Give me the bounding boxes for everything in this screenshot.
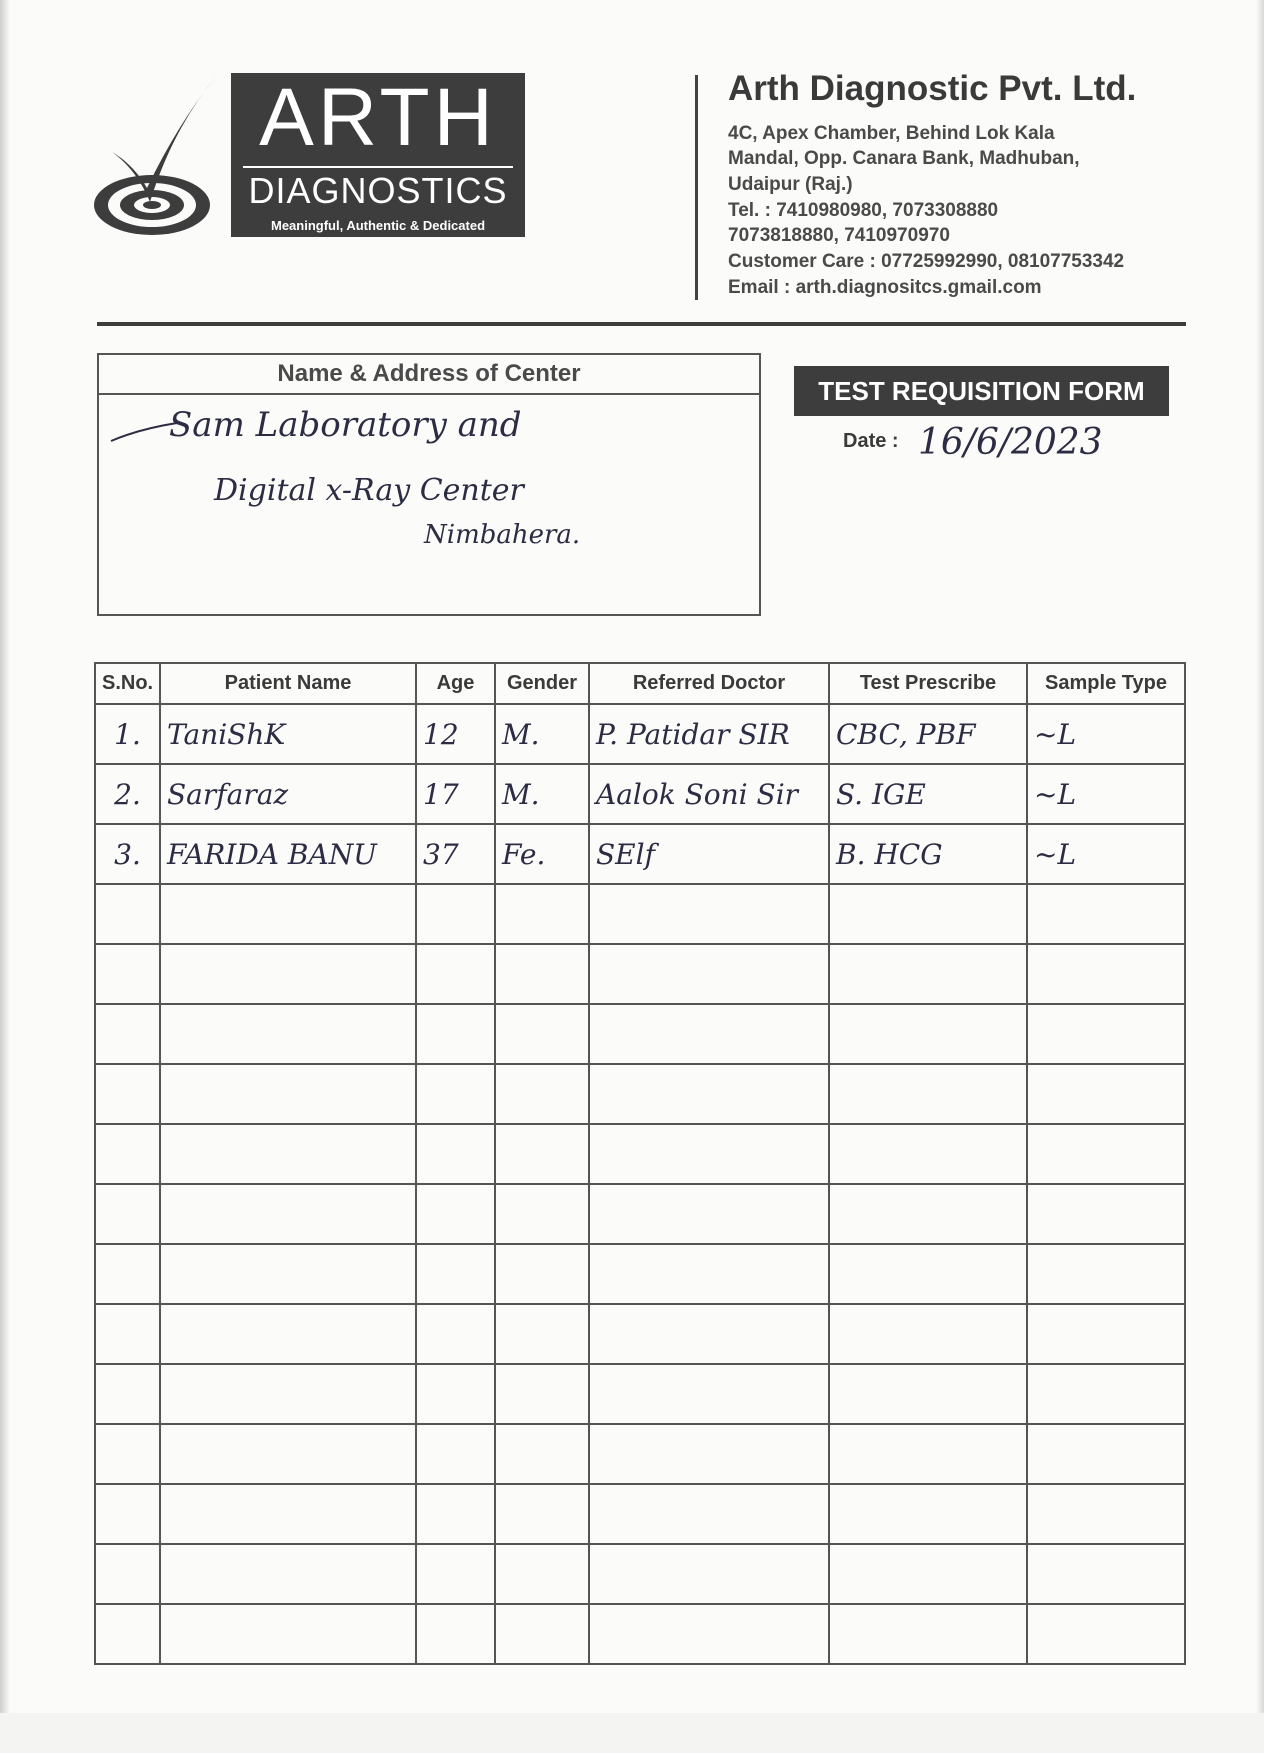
cell-test-prescribe (829, 944, 1027, 1004)
cell-referred-doctor: SElf (589, 824, 829, 884)
phone-line: 7073818880, 7410970970 (728, 225, 950, 247)
cell-gender (495, 1484, 589, 1544)
cell-referred-doctor (589, 1064, 829, 1124)
table-row (95, 824, 1185, 884)
cell-sample-type (1027, 884, 1185, 944)
cell-patient-name (160, 1064, 416, 1124)
cell-sno (95, 1184, 160, 1244)
cell-test-prescribe (829, 1364, 1027, 1424)
cell-test-prescribe: S. IGE (829, 764, 1027, 824)
address-line: Mandal, Opp. Canara Bank, Madhuban, (728, 148, 1080, 170)
cell-age (416, 1424, 495, 1484)
cell-gender (495, 1064, 589, 1124)
header-divider (695, 75, 698, 300)
cell-gender (495, 1124, 589, 1184)
cell-patient-name (160, 1424, 416, 1484)
cell-patient-name (160, 1244, 416, 1304)
cell-sample-type (1027, 1184, 1185, 1244)
center-heading: Name & Address of Center (99, 355, 759, 395)
table-row (95, 1424, 1185, 1484)
col-header-sno: S.No. (95, 663, 160, 704)
cell-sno (95, 1484, 160, 1544)
cell-age (416, 1364, 495, 1424)
cell-gender: M. (495, 704, 589, 764)
col-header-sample-type: Sample Type (1027, 663, 1185, 704)
page-edge (0, 0, 10, 1753)
table-row (95, 1484, 1185, 1544)
table-row (95, 1364, 1185, 1424)
cell-sample-type: ~L (1027, 764, 1185, 824)
table-row (95, 1244, 1185, 1304)
cell-age: 12 (416, 704, 495, 764)
cell-sample-type (1027, 1004, 1185, 1064)
cell-patient-name (160, 1484, 416, 1544)
cell-patient-name: FARIDA BANU (160, 824, 416, 884)
cell-referred-doctor (589, 1304, 829, 1364)
center-city-line: Nimbahera. (424, 520, 581, 550)
cell-test-prescribe (829, 1124, 1027, 1184)
cell-referred-doctor: Aalok Soni Sir (589, 764, 829, 824)
cell-patient-name (160, 1604, 416, 1664)
col-header-age: Age (416, 663, 495, 704)
cell-age (416, 1064, 495, 1124)
cell-sample-type (1027, 1124, 1185, 1184)
cell-sno: 1. (95, 704, 160, 764)
col-header-patient-name: Patient Name (160, 663, 416, 704)
table-row (95, 944, 1185, 1004)
cell-age (416, 944, 495, 1004)
cell-sample-type: ~L (1027, 704, 1185, 764)
cell-sample-type (1027, 1304, 1185, 1364)
table-row (95, 704, 1185, 764)
email-line: Email : arth.diagnositcs.gmail.com (728, 276, 1042, 298)
cell-patient-name (160, 1124, 416, 1184)
col-header-gender: Gender (495, 663, 589, 704)
cell-gender (495, 1604, 589, 1664)
center-name-line: Digital x-Ray Center (214, 473, 524, 508)
cell-test-prescribe (829, 1184, 1027, 1244)
cell-test-prescribe (829, 1544, 1027, 1604)
cell-patient-name (160, 884, 416, 944)
cell-gender (495, 884, 589, 944)
address-line: Udaipur (Raj.) (728, 173, 853, 195)
cell-sno (95, 944, 160, 1004)
cell-gender (495, 1544, 589, 1604)
cell-sno: 2. (95, 764, 160, 824)
cell-test-prescribe (829, 884, 1027, 944)
cell-gender (495, 1424, 589, 1484)
cell-age (416, 884, 495, 944)
company-logo (231, 73, 525, 237)
cell-sno (95, 1244, 160, 1304)
cell-test-prescribe (829, 1064, 1027, 1124)
cell-sno: 3. (95, 824, 160, 884)
cell-age (416, 1184, 495, 1244)
cell-sno (95, 1604, 160, 1664)
cell-referred-doctor (589, 1424, 829, 1484)
cell-gender (495, 1184, 589, 1244)
cell-sample-type (1027, 944, 1185, 1004)
header-rule (97, 322, 1186, 326)
cell-gender: Fe. (495, 824, 589, 884)
date-label: Date : (843, 430, 899, 452)
cell-patient-name (160, 1304, 416, 1364)
cell-test-prescribe (829, 1484, 1027, 1544)
cell-referred-doctor (589, 1484, 829, 1544)
cell-patient-name (160, 1364, 416, 1424)
cell-gender (495, 1004, 589, 1064)
cell-sno (95, 1124, 160, 1184)
cell-sample-type (1027, 1484, 1185, 1544)
cell-referred-doctor (589, 1184, 829, 1244)
cell-gender (495, 1304, 589, 1364)
logo-subword: DIAGNOSTICS (248, 170, 508, 211)
cell-gender: M. (495, 764, 589, 824)
cell-sample-type (1027, 1604, 1185, 1664)
cell-test-prescribe (829, 1004, 1027, 1064)
cell-sno (95, 1004, 160, 1064)
cell-sno (95, 1544, 160, 1604)
cell-patient-name (160, 1004, 416, 1064)
cell-age (416, 1604, 495, 1664)
cell-sno (95, 1424, 160, 1484)
cell-sample-type (1027, 1424, 1185, 1484)
cell-age: 37 (416, 824, 495, 884)
requisition-table (94, 662, 1186, 1665)
logo-wordmark: ARTH (259, 72, 497, 163)
phone-line: Tel. : 7410980980, 7073308880 (728, 199, 999, 221)
table-row (95, 884, 1185, 944)
table-row (95, 1124, 1185, 1184)
table-row (95, 1544, 1185, 1604)
date-value: 16/6/2023 (918, 422, 1103, 463)
cell-referred-doctor (589, 1544, 829, 1604)
cell-sno (95, 1364, 160, 1424)
table-row (95, 1604, 1185, 1664)
cell-referred-doctor: P. Patidar SIR (589, 704, 829, 764)
cell-referred-doctor (589, 884, 829, 944)
cell-test-prescribe: B. HCG (829, 824, 1027, 884)
cell-patient-name (160, 944, 416, 1004)
cell-test-prescribe (829, 1604, 1027, 1664)
logo-tagline: Meaningful, Authentic & Dedicated (270, 218, 486, 233)
address-line: 4C, Apex Chamber, Behind Lok Kala (728, 122, 1055, 144)
cell-age (416, 1304, 495, 1364)
cell-referred-doctor (589, 944, 829, 1004)
cell-gender (495, 1364, 589, 1424)
cell-gender (495, 944, 589, 1004)
cell-test-prescribe (829, 1304, 1027, 1364)
cell-sno (95, 1304, 160, 1364)
cell-test-prescribe: CBC, PBF (829, 704, 1027, 764)
cell-patient-name (160, 1544, 416, 1604)
company-details (728, 70, 1248, 300)
cell-age (416, 1484, 495, 1544)
cell-age: 17 (416, 764, 495, 824)
table-row (95, 1064, 1185, 1124)
form-title: TEST REQUISITION FORM (794, 366, 1169, 416)
page-edge (1256, 0, 1264, 1753)
cell-test-prescribe (829, 1244, 1027, 1304)
cell-referred-doctor (589, 1604, 829, 1664)
table-row (95, 1304, 1185, 1364)
center-name-line: Sam Laboratory and (169, 405, 522, 445)
cell-sample-type (1027, 1244, 1185, 1304)
cell-patient-name (160, 1184, 416, 1244)
customer-care-line: Customer Care : 07725992990, 08107753342 (728, 251, 1125, 273)
cell-age (416, 1544, 495, 1604)
cell-sno (95, 884, 160, 944)
cell-patient-name: Sarfaraz (160, 764, 416, 824)
table-row (95, 764, 1185, 824)
cell-age (416, 1124, 495, 1184)
cell-sample-type (1027, 1544, 1185, 1604)
target-check-logo-icon (92, 70, 222, 240)
company-name: Arth Diagnostic Pvt. Ltd. (728, 69, 1137, 108)
cell-sample-type: ~L (1027, 824, 1185, 884)
cell-referred-doctor (589, 1244, 829, 1304)
cell-sample-type (1027, 1364, 1185, 1424)
center-address-box (97, 353, 761, 616)
table-header-row (95, 663, 1185, 704)
col-header-referred-doctor: Referred Doctor (589, 663, 829, 704)
cell-gender (495, 1244, 589, 1304)
page-bottom-edge (0, 1713, 1264, 1753)
table-row (95, 1004, 1185, 1064)
logo-rule (243, 166, 513, 168)
cell-referred-doctor (589, 1364, 829, 1424)
cell-patient-name: TaniShK (160, 704, 416, 764)
cell-age (416, 1244, 495, 1304)
cell-referred-doctor (589, 1004, 829, 1064)
table-row (95, 1184, 1185, 1244)
cell-test-prescribe (829, 1424, 1027, 1484)
cell-referred-doctor (589, 1124, 829, 1184)
cell-age (416, 1004, 495, 1064)
cell-sno (95, 1064, 160, 1124)
col-header-test-prescribe: Test Prescribe (829, 663, 1027, 704)
cell-sample-type (1027, 1064, 1185, 1124)
